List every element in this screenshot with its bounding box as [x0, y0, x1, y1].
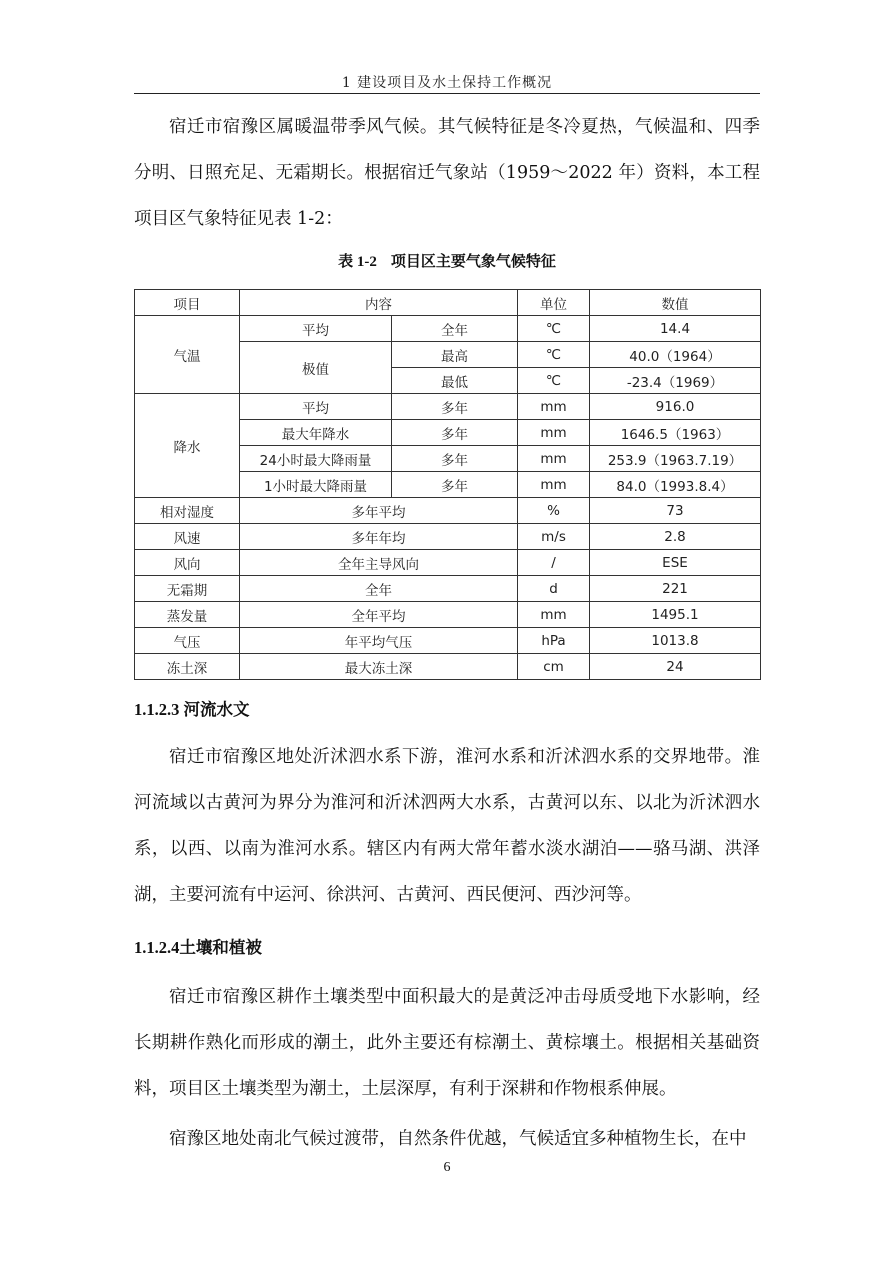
table-cell: mm: [518, 446, 590, 472]
table-cell: 平均: [240, 316, 392, 342]
section-number: 1.1.2.4: [134, 938, 180, 957]
table-cell: 相对湿度: [135, 498, 240, 524]
table-cell: 24小时最大降雨量: [240, 446, 392, 472]
table-cell: 年平均气压: [240, 628, 518, 654]
table-cell: cm: [518, 654, 590, 680]
table-cell: 最低: [392, 368, 518, 394]
vegetation-paragraph: 宿豫区地处南北气候过渡带，自然条件优越，气候适宜多种植物生长，在中: [169, 1129, 747, 1149]
table-cell: ESE: [590, 550, 761, 576]
table-cell: 冻土深: [135, 654, 240, 680]
table-row: [135, 576, 761, 602]
table-cell: 风速: [135, 524, 240, 550]
header-content: 内容: [240, 290, 518, 316]
climate-intro-paragraph: 宿迁市宿豫区属暖温带季风气候。其气候特征是冬冷夏热，气候温和、四季分明、日照充足、无霜期长。根据宿迁气象站（1959～2022 年）资料，本工程项目区气象特征见表 1-2：: [134, 117, 760, 229]
table-cell: 全年平均: [240, 602, 518, 628]
table-cell: 多年: [392, 420, 518, 446]
table-row: [135, 628, 761, 654]
table-cell: 全年: [392, 316, 518, 342]
header-rule: [134, 93, 760, 94]
table-cell: 24: [590, 654, 761, 680]
table-cell: 无霜期: [135, 576, 240, 602]
table-cell: m/s: [518, 524, 590, 550]
table-cell: -23.4（1969）: [590, 368, 761, 394]
table-cell: ℃: [518, 342, 590, 368]
table-cell: 风向: [135, 550, 240, 576]
table-cell: 221: [590, 576, 761, 602]
header-unit: 单位: [518, 290, 590, 316]
table-caption: [134, 250, 760, 271]
table-cell: 多年: [392, 394, 518, 420]
climate-table: [134, 289, 761, 680]
table-cell: ℃: [518, 316, 590, 342]
table-cell: 14.4: [590, 316, 761, 342]
hydrology-paragraph: 宿迁市宿豫区地处沂沭泗水系下游，淮河水系和沂沭泗水系的交界地带。淮河流域以古黄河为界分为淮河和沂沭泗两大水系，古黄河以东、以北为沂沭泗水系，以西、以南为淮河水系。辖区内有两大常年蓄水淡水湖泊——骆马湖、洪泽湖，主要河流有中运河、徐洪河、古黄河、西民便河、西沙河等。: [134, 747, 760, 905]
table-header-row: [135, 290, 761, 316]
table-cell: 蒸发量: [135, 602, 240, 628]
section-title: 河流水文: [183, 700, 250, 719]
table-row: [135, 498, 761, 524]
table-cell: 气压: [135, 628, 240, 654]
table-cell: 40.0（1964）: [590, 342, 761, 368]
page-number: 6: [443, 1160, 451, 1175]
section-heading-hydrology: [134, 696, 250, 720]
table-row: [135, 602, 761, 628]
header-item: 项目: [135, 290, 240, 316]
table-cell: 253.9（1963.7.19）: [590, 446, 761, 472]
section-heading-soil: [134, 934, 262, 958]
table-cell: 1646.5（1963）: [590, 420, 761, 446]
table-cell: %: [518, 498, 590, 524]
table-cell: 多年平均: [240, 498, 518, 524]
table-cell: /: [518, 550, 590, 576]
table-cell: 最大冻土深: [240, 654, 518, 680]
section-title: 土壤和植被: [179, 938, 262, 957]
table-cell: ℃: [518, 368, 590, 394]
table-cell: 多年年均: [240, 524, 518, 550]
table-cell: 最大年降水: [240, 420, 392, 446]
table-row: [135, 654, 761, 680]
table-cell: 平均: [240, 394, 392, 420]
table-cell: 2.8: [590, 524, 761, 550]
table-cell: 多年: [392, 472, 518, 498]
table-cell: 多年: [392, 446, 518, 472]
table-cell: mm: [518, 472, 590, 498]
table-cell: mm: [518, 394, 590, 420]
table-cell: 极值: [240, 342, 392, 394]
section-number: 1.1.2.3: [134, 700, 180, 719]
soil-paragraph: 宿迁市宿豫区耕作土壤类型中面积最大的是黄泛冲击母质受地下水影响，经长期耕作熟化而形成的潮土，此外主要还有棕潮土、黄棕壤土。根据相关基础资料，项目区土壤类型为潮土，土层深厚，有利于深耕和作物根系伸展。: [134, 987, 760, 1099]
header-value: 数值: [590, 290, 761, 316]
table-row: [135, 316, 761, 342]
table-cell: 84.0（1993.8.4）: [590, 472, 761, 498]
table-cell: hPa: [518, 628, 590, 654]
table-cell: d: [518, 576, 590, 602]
table-cell: 1013.8: [590, 628, 761, 654]
running-header: 1 建设项目及水土保持工作概况: [341, 75, 553, 91]
table-cell: 全年: [240, 576, 518, 602]
table-cell: 最高: [392, 342, 518, 368]
table-cell: 1495.1: [590, 602, 761, 628]
table-cell: 916.0: [590, 394, 761, 420]
table-row: [135, 394, 761, 420]
table-row: [135, 550, 761, 576]
table-cell: 73: [590, 498, 761, 524]
table-caption-title: 项目区主要气象气候特征: [390, 252, 556, 270]
table-row: [135, 524, 761, 550]
table-cell: mm: [518, 420, 590, 446]
table-cell: 1小时最大降雨量: [240, 472, 392, 498]
table-cell: 全年主导风向: [240, 550, 518, 576]
temperature-label: 气温: [135, 316, 240, 394]
table-cell: mm: [518, 602, 590, 628]
table-caption-number: 表 1-2: [338, 254, 377, 270]
precipitation-label: 降水: [135, 394, 240, 498]
